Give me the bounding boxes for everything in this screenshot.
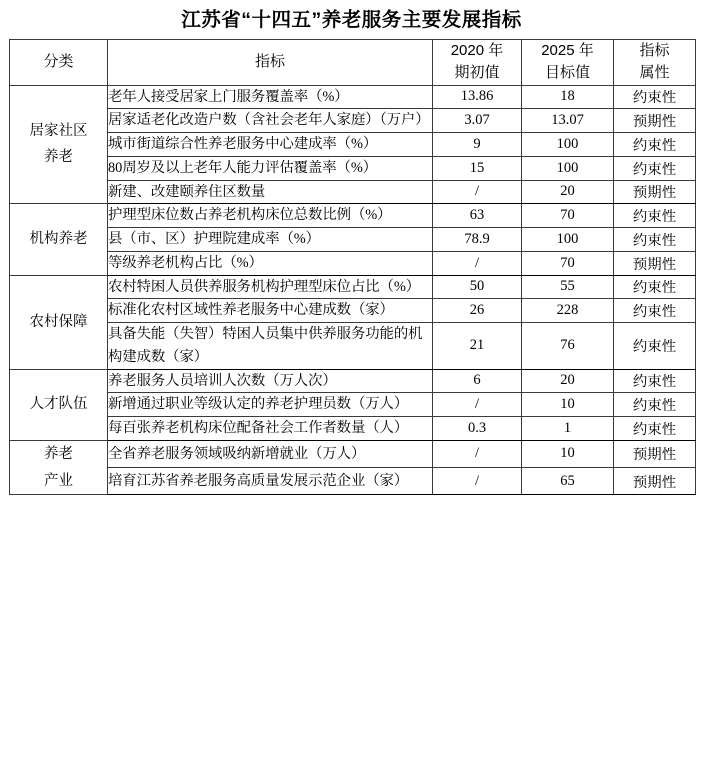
target-value-cell: 55 <box>522 275 614 299</box>
indicator-cell: 全省养老服务领域吸纳新增就业（万人） <box>108 440 433 467</box>
category-label-line: 农村保障 <box>29 313 88 330</box>
baseline-value-cell: 78.9 <box>433 228 522 252</box>
baseline-value-cell: 13.86 <box>433 85 522 109</box>
category-cell <box>10 440 108 495</box>
target-value-cell: 76 <box>522 323 614 370</box>
category-label-line: 产业 <box>44 472 73 489</box>
table-row <box>10 85 696 109</box>
category-cell <box>10 204 108 275</box>
column-header-baseline-line1: 2020 年 <box>450 41 504 59</box>
attribute-cell: 约束性 <box>614 85 696 109</box>
table-row <box>10 393 696 417</box>
attribute-cell: 约束性 <box>614 204 696 228</box>
target-value-cell: 70 <box>522 251 614 275</box>
target-value-cell: 228 <box>522 299 614 323</box>
attribute-cell: 约束性 <box>614 393 696 417</box>
category-label-line: 养老 <box>44 149 73 166</box>
indicator-cell: 每百张养老机构床位配备社会工作者数量（人） <box>108 417 433 441</box>
table-container <box>0 39 703 496</box>
target-value-cell: 18 <box>522 85 614 109</box>
baseline-value-cell: / <box>433 440 522 467</box>
category-cell <box>10 85 108 204</box>
indicator-cell: 具备失能（失智）特困人员集中供养服务功能的机构建成数（家） <box>108 323 433 370</box>
attribute-cell: 约束性 <box>614 323 696 370</box>
table-row <box>10 156 696 180</box>
attribute-cell: 约束性 <box>614 156 696 180</box>
table-header <box>10 39 696 85</box>
table-row <box>10 228 696 252</box>
indicator-cell: 培育江苏省养老服务高质量发展示范企业（家） <box>108 468 433 495</box>
indicator-cell: 居家适老化改造户数（含社会老年人家庭）（万户） <box>108 109 433 133</box>
attribute-cell: 约束性 <box>614 369 696 393</box>
category-cell <box>10 275 108 369</box>
target-value-cell: 100 <box>522 156 614 180</box>
attribute-cell: 约束性 <box>614 228 696 252</box>
attribute-cell: 预期性 <box>614 251 696 275</box>
indicator-cell: 护理型床位数占养老机构床位总数比例（%） <box>108 204 433 228</box>
category-label-line: 机构养老 <box>29 230 88 247</box>
page-title: 江苏省“十四五”养老服务主要发展指标 <box>181 9 522 31</box>
indicator-cell: 城市街道综合性养老服务中心建成率（%） <box>108 133 433 157</box>
indicator-cell: 新增通过职业等级认定的养老护理员数（万人） <box>108 393 433 417</box>
table-row <box>10 369 696 393</box>
table-row <box>10 109 696 133</box>
table-row <box>10 468 696 495</box>
baseline-value-cell: 0.3 <box>433 417 522 441</box>
column-header-attribute-line1: 指标 <box>639 41 670 59</box>
column-header-target-line2: 目标值 <box>544 64 590 81</box>
metrics-table <box>9 39 696 496</box>
indicator-cell: 养老服务人员培训人次数（万人次） <box>108 369 433 393</box>
attribute-cell: 预期性 <box>614 180 696 204</box>
column-header-attribute-line2: 属性 <box>639 64 670 81</box>
category-cell <box>10 369 108 440</box>
indicator-cell: 等级养老机构占比（%） <box>108 251 433 275</box>
baseline-value-cell: / <box>433 251 522 275</box>
indicator-cell: 老年人接受居家上门服务覆盖率（%） <box>108 85 433 109</box>
column-header-baseline-line2: 期初值 <box>454 64 500 81</box>
attribute-cell: 约束性 <box>614 299 696 323</box>
baseline-value-cell: 15 <box>433 156 522 180</box>
table-row <box>10 251 696 275</box>
baseline-value-cell: 9 <box>433 133 522 157</box>
indicator-cell: 80周岁及以上老年人能力评估覆盖率（%） <box>108 156 433 180</box>
target-value-cell: 100 <box>522 133 614 157</box>
attribute-cell: 约束性 <box>614 133 696 157</box>
table-row <box>10 180 696 204</box>
target-value-cell: 65 <box>522 468 614 495</box>
target-value-cell: 10 <box>522 440 614 467</box>
attribute-cell: 约束性 <box>614 417 696 441</box>
attribute-cell: 约束性 <box>614 275 696 299</box>
attribute-cell: 预期性 <box>614 109 696 133</box>
table-row <box>10 323 696 370</box>
indicator-cell: 农村特困人员供养服务机构护理型床位占比（%） <box>108 275 433 299</box>
table-row <box>10 440 696 467</box>
table-row <box>10 275 696 299</box>
table-body <box>10 85 696 495</box>
category-label-line: 居家社区 <box>29 122 88 139</box>
baseline-value-cell: 21 <box>433 323 522 370</box>
header-row <box>10 39 696 85</box>
column-header-baseline-2020 <box>433 39 522 85</box>
column-header-target-line1: 2025 年 <box>541 41 594 59</box>
baseline-value-cell: / <box>433 468 522 495</box>
column-header-category: 分类 <box>10 39 108 85</box>
baseline-value-cell: 26 <box>433 299 522 323</box>
target-value-cell: 20 <box>522 369 614 393</box>
indicator-cell: 县（市、区）护理院建成率（%） <box>108 228 433 252</box>
category-label-line: 人才队伍 <box>29 396 88 413</box>
attribute-cell: 预期性 <box>614 440 696 467</box>
baseline-value-cell: / <box>433 393 522 417</box>
baseline-value-cell: 63 <box>433 204 522 228</box>
indicator-cell: 新建、改建颐养住区数量 <box>108 180 433 204</box>
column-header-target-2025 <box>522 39 614 85</box>
column-header-attribute <box>614 39 696 85</box>
table-row <box>10 299 696 323</box>
target-value-cell: 10 <box>522 393 614 417</box>
column-header-indicator: 指标 <box>108 39 433 85</box>
baseline-value-cell: 3.07 <box>433 109 522 133</box>
indicator-cell: 标准化农村区域性养老服务中心建成数（家） <box>108 299 433 323</box>
table-row <box>10 204 696 228</box>
target-value-cell: 13.07 <box>522 109 614 133</box>
table-row <box>10 417 696 441</box>
table-row <box>10 133 696 157</box>
target-value-cell: 20 <box>522 180 614 204</box>
category-label-line: 养老 <box>44 445 73 462</box>
baseline-value-cell: 50 <box>433 275 522 299</box>
target-value-cell: 1 <box>522 417 614 441</box>
attribute-cell: 预期性 <box>614 468 696 495</box>
baseline-value-cell: 6 <box>433 369 522 393</box>
baseline-value-cell: / <box>433 180 522 204</box>
target-value-cell: 70 <box>522 204 614 228</box>
target-value-cell: 100 <box>522 228 614 252</box>
